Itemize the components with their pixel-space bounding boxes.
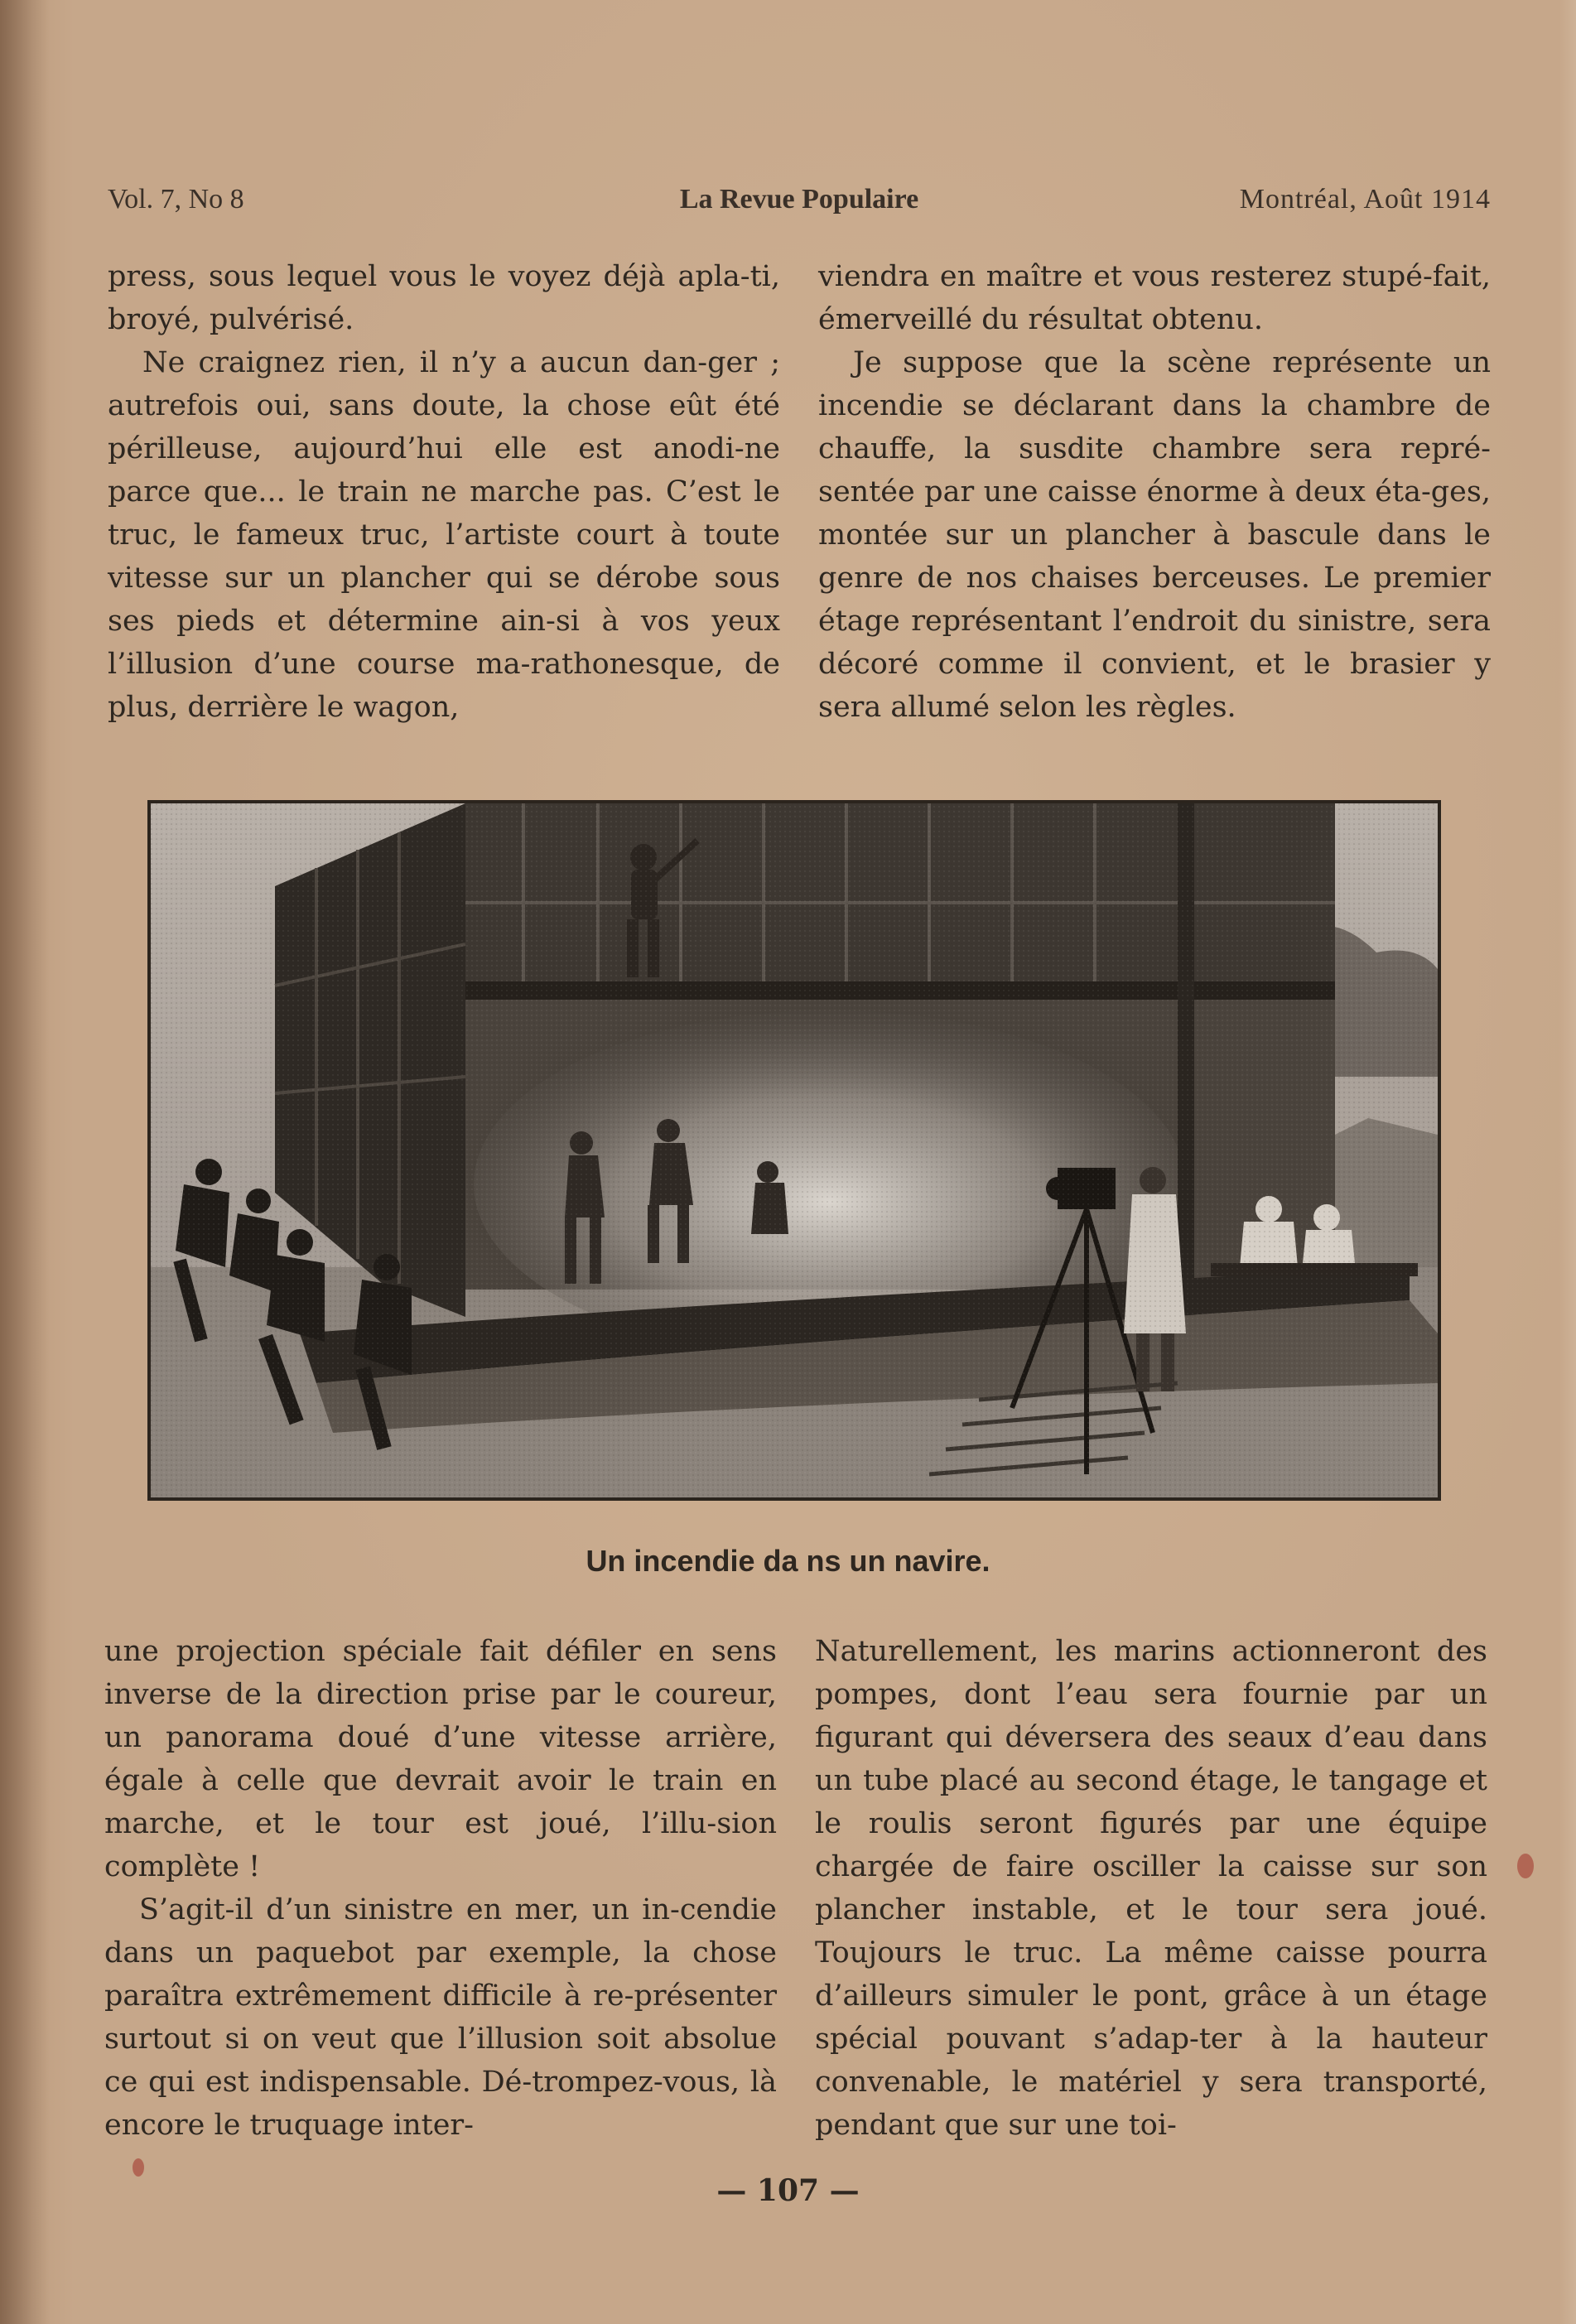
page-gutter-shadow [0, 0, 50, 2324]
journal-title: La Revue Populaire [679, 184, 919, 215]
running-header [108, 184, 1491, 220]
ink-stain [1517, 1854, 1534, 1878]
paragraph: viendra en maître et vous resterez stupé-fait, émerveillé du résultat obtenu. [818, 260, 1491, 336]
paragraph: Naturellement, les marins actionneront des pompes, dont l’eau sera fournie par un figurant qui déversera des seaux d’eau dans un tube placé au second étage, le tangage et le roulis seront figurés par une équipe chargée de faire osciller la caisse sur son plancher instable, et le tour sera joué. Toujours le truc. La même caisse pourra d’ailleurs simuler le pont, grâce à un étage spécial pouvant s’adap-ter à la hauteur convenable, le matériel y sera transporté, pendant que sur une toi- [815, 1635, 1487, 2142]
photo-ship-fire-set [147, 800, 1441, 1501]
bottom-left-column [104, 1630, 777, 2147]
ink-stain [133, 2158, 144, 2177]
top-right-column [818, 255, 1491, 729]
page-edge-highlight [1559, 0, 1576, 2324]
top-left-column [108, 255, 780, 729]
bottom-right-column [815, 1630, 1487, 2147]
figure-caption: Un incendie da ns un navire. [586, 1544, 990, 1578]
paragraph: S’agit-il d’un sinistre en mer, un in-cendie dans un paquebot par exemple, la chose paraîtra extrêmement difficile à re-présenter surtout si on veut que l’illusion soit absolue ce qui est indispensable. Dé-trompez-vous, là encore le truquage inter- [104, 1893, 777, 2142]
place-date: Montréal, Août 1914 [1239, 184, 1491, 215]
paragraph: Ne craignez rien, il n’y a aucun dan-ger ; autrefois oui, sans doute, la chose eût été périlleuse, aujourd’hui elle est anodi-ne parce que... le train ne marche pas. C’est le truc, le fameux truc, l’artiste court à toute vitesse sur un plancher qui se dérobe sous ses pieds et détermine ain-si à vos yeux l’illusion d’une course ma-rathonesque, de plus, derrière le wagon, [108, 346, 780, 724]
paragraph: press, sous lequel vous le voyez déjà apla-ti, broyé, pulvérisé. [108, 260, 780, 336]
volume-number: Vol. 7, No 8 [108, 184, 244, 215]
page-number: — 107 — [716, 2173, 860, 2208]
paragraph: Je suppose que la scène représente un incendie se déclarant dans la chambre de chauffe, la susdite chambre sera repré-sentée par une caisse énorme à deux éta-ges, montée sur un plancher à bascule dans le genre de nos chaises berceuses. Le premier étage représentant l’endroit du sinistre, sera décoré comme il convient, et le brasier y sera allumé selon les règles. [818, 346, 1491, 724]
paragraph: une projection spéciale fait défiler en sens inverse de la direction prise par le coureur, un panorama doué d’une vitesse arrière, égale à celle que devrait avoir le train en marche, et le tour est joué, l’illu-sion complète ! [104, 1635, 777, 1883]
